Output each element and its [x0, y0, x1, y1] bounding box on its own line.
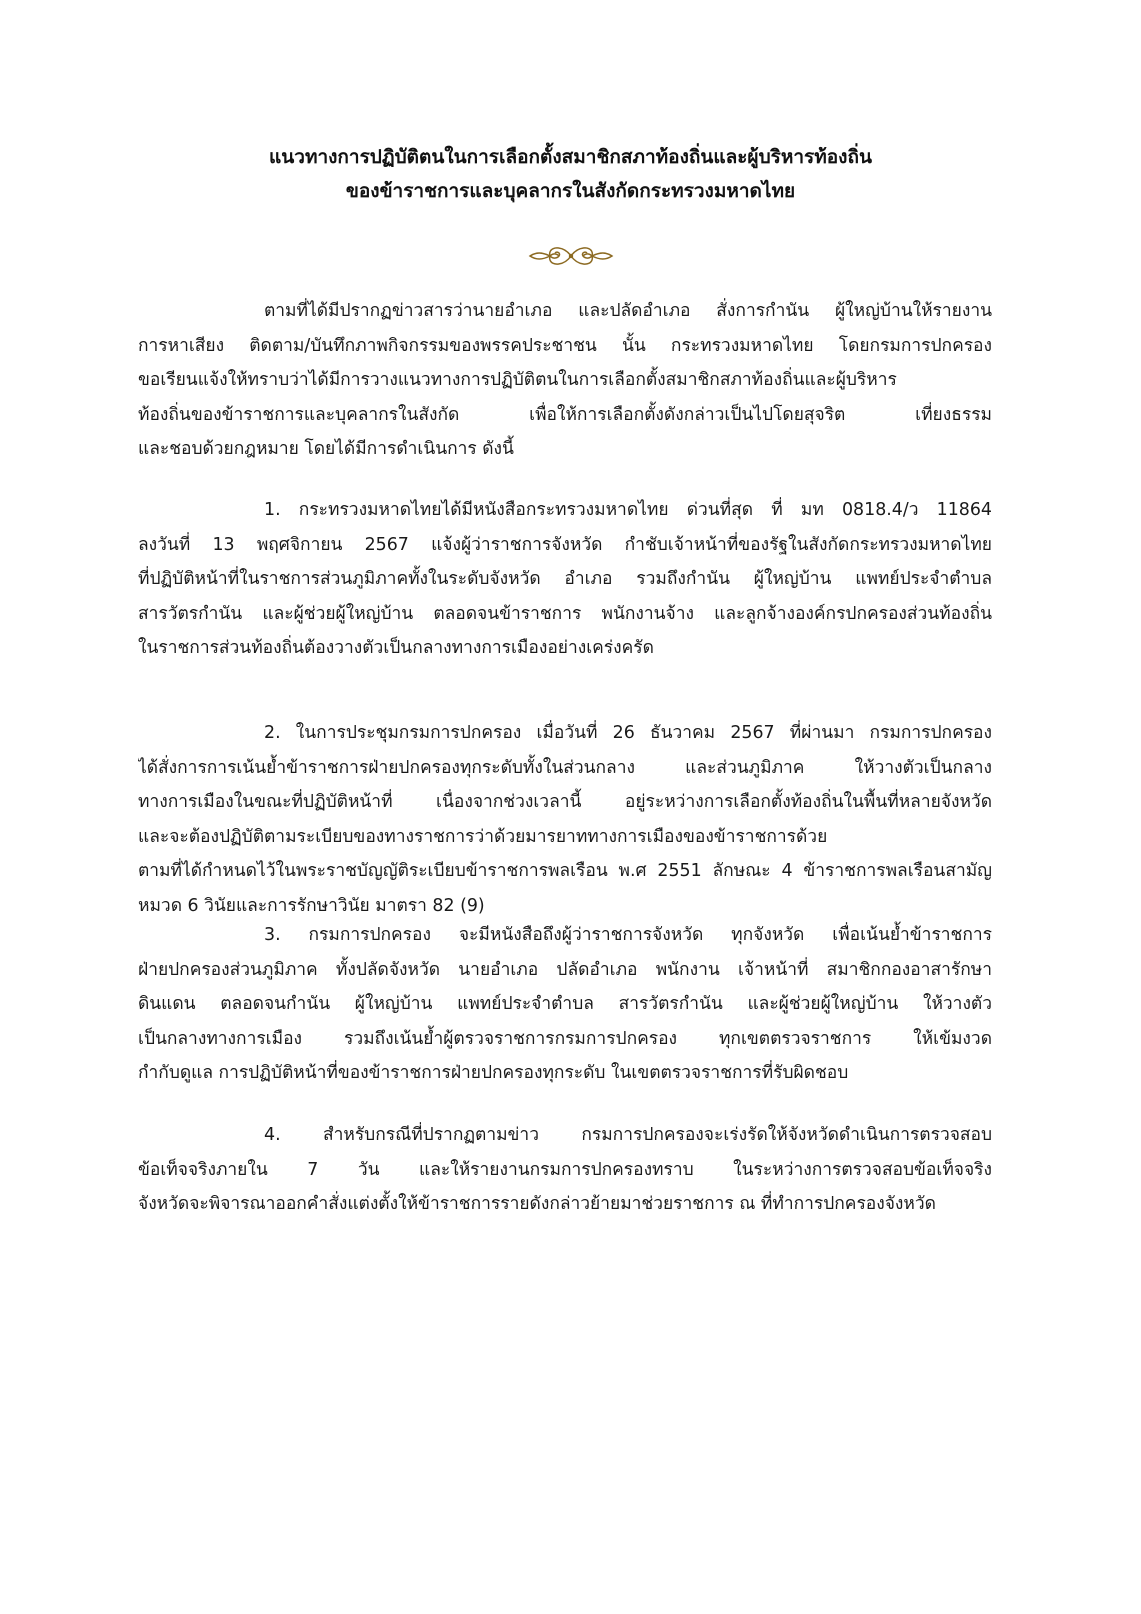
paragraph-line: จังหวัดจะพิจารณาออกคำสั่งแต่งตั้งให้ข้าราชการรายดังกล่าวย้ายมาช่วยราชการ ณ ที่ทำการปกครองจังหวัด: [138, 1194, 936, 1215]
paragraph-line: ดินแดน ตลอดจนกำนัน ผู้ใหญ่บ้าน แพทย์ประจำตำบล สารวัตรกำนัน และผู้ช่วยผู้ใหญ่บ้าน ให้วางตัว: [138, 994, 992, 1015]
paragraph-line: 1. กระทรวงมหาดไทยได้มีหนังสือกระทรวงมหาดไทย ด่วนที่สุด ที่ มท 0818.4/ว 11864: [264, 500, 992, 520]
paragraph-line: 2. ในการประชุมกรมการปกครอง เมื่อวันที่ 26 ธันวาคม 2567 ที่ผ่านมา กรมการปกครอง: [264, 723, 992, 743]
item-1-paragraph: [138, 493, 992, 666]
paragraph-line: การหาเสียง ติดตาม/บันทึกภาพกิจกรรมของพรรคประชาชน นั้น กระทรวงมหาดไทย โดยกรมการปกครอง: [138, 335, 992, 356]
paragraph-line: ในราชการส่วนท้องถิ่นต้องวางตัวเป็นกลางทางการเมืองอย่างเคร่งครัด: [138, 638, 654, 659]
paragraph-line: ตามที่ได้กำหนดไว้ในพระราชบัญญัติระเบียบข้าราชการพลเรือน พ.ศ 2551 ลักษณะ 4 ข้าราชการพลเรือนสามัญ: [138, 861, 992, 882]
paragraph-line: หมวด 6 วินัยและการรักษาวินัย มาตรา 82 (9): [138, 895, 485, 916]
paragraph-line: ฝ่ายปกครองส่วนภูมิภาค ทั้งปลัดจังหวัด นายอำเภอ ปลัดอำเภอ พนักงาน เจ้าหน้าที่ สมาชิกกองอาสารักษา: [138, 959, 992, 980]
paragraph-line: 4. สำหรับกรณีที่ปรากฏตามข่าว กรมการปกครองจะเร่งรัดให้จังหวัดดำเนินการตรวจสอบ: [264, 1125, 992, 1145]
intro-paragraph: [138, 294, 992, 467]
item-3-paragraph: [138, 918, 992, 1091]
paragraph-line: ตามที่ได้มีปรากฏข่าวสารว่านายอำเภอ และปลัดอำเภอ สั่งการกำนัน ผู้ใหญ่บ้านให้รายงาน: [264, 301, 992, 321]
paragraph-line: และจะต้องปฏิบัติตามระเบียบของทางราชการว่าด้วยมารยาททางการเมืองของข้าราชการด้วย: [138, 826, 828, 847]
document-title-line-1: แนวทางการปฏิบัติตนในการเลือกตั้งสมาชิกสภาท้องถิ่นและผู้บริหารท้องถิ่น: [269, 146, 872, 168]
paragraph-line: ท้องถิ่นของข้าราชการและบุคลากรในสังกัด เพื่อให้การเลือกตั้งดังกล่าวเป็นไปโดยสุจริต เที่ยงธรรม: [138, 404, 992, 425]
paragraph-line: ได้สั่งการการเน้นย้ำข้าราชการฝ่ายปกครองทุกระดับทั้งในส่วนกลาง และส่วนภูมิภาค ให้วางตัวเป็นกลาง: [138, 757, 992, 778]
paragraph-line: กำกับดูแล การปฏิบัติหน้าที่ของข้าราชการฝ่ายปกครองทุกระดับ ในเขตตรวจราชการที่รับผิดชอบ: [138, 1063, 849, 1084]
document-title-line-2: ของข้าราชการและบุคลากรในสังกัดกระทรวงมหาดไทย: [345, 180, 796, 202]
paragraph-line: และชอบด้วยกฎหมาย โดยได้มีการดำเนินการ ดังนี้: [138, 439, 514, 460]
paragraph-line: ข้อเท็จจริงภายใน 7 วัน และให้รายงานกรมการปกครองทราบ ในระหว่างการตรวจสอบข้อเท็จจริง: [138, 1159, 992, 1180]
paragraph-line: ลงวันที่ 13 พฤศจิกายน 2567 แจ้งผู้ว่าราชการจังหวัด กำชับเจ้าหน้าที่ของรัฐในสังกัดกระทรวงมหาดไทย: [138, 534, 992, 555]
paragraph-line: ขอเรียนแจ้งให้ทราบว่าได้มีการวางแนวทางการปฏิบัติตนในการเลือกตั้งสมาชิกสภาท้องถิ่นและผู้บริหาร: [138, 370, 897, 391]
paragraph-line: 3. กรมการปกครอง จะมีหนังสือถึงผู้ว่าราชการจังหวัด ทุกจังหวัด เพื่อเน้นย้ำข้าราชการ: [264, 925, 992, 945]
item-4-paragraph: [138, 1118, 992, 1222]
item-2-paragraph: [138, 716, 992, 924]
gold-scroll-divider-icon: [466, 240, 676, 272]
paragraph-line: ที่ปฏิบัติหน้าที่ในราชการส่วนภูมิภาคทั้งในระดับจังหวัด อำเภอ รวมถึงกำนัน ผู้ใหญ่บ้าน แพทย์ประจำตำบล: [138, 569, 992, 590]
paragraph-line: ทางการเมืองในขณะที่ปฏิบัติหน้าที่ เนื่องจากช่วงเวลานี้ อยู่ระหว่างการเลือกตั้งท้องถิ่นในพื้นที่หลายจังหวัด: [138, 792, 992, 813]
paragraph-line: เป็นกลางทางการเมือง รวมถึงเน้นย้ำผู้ตรวจราชการกรมการปกครอง ทุกเขตตรวจราชการ ให้เข้มงวด: [138, 1028, 992, 1049]
paragraph-line: สารวัตรกำนัน และผู้ช่วยผู้ใหญ่บ้าน ตลอดจนข้าราชการ พนักงานจ้าง และลูกจ้างองค์กรปกครองส่วนท้องถิ่น: [138, 603, 992, 624]
